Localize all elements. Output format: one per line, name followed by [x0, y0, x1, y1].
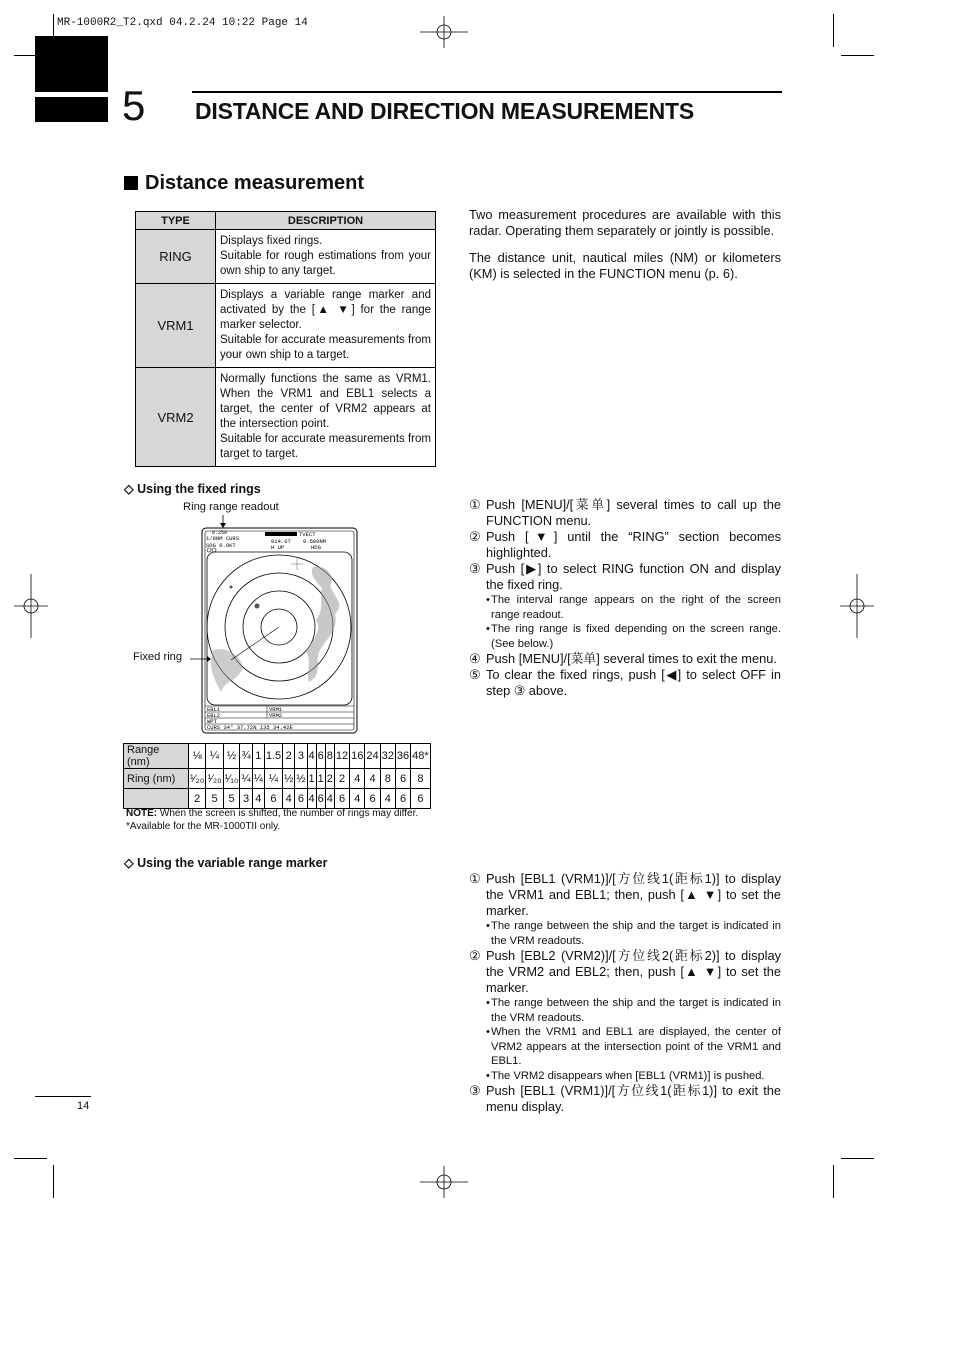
title-rule: [192, 91, 782, 93]
fixed-rings-steps: [469, 497, 781, 699]
step-number: ③: [469, 1083, 481, 1098]
ring-value-cell: 4: [365, 769, 380, 789]
section-title-text: Distance measurement: [145, 172, 364, 194]
ring-value-cell: 2: [325, 769, 334, 789]
range-value-cell: ½: [223, 744, 240, 769]
step-item: [469, 871, 781, 919]
step-text: Push [MENU]/[菜单] several times to call up the FUNCTION menu.: [486, 497, 781, 528]
step-number: ⑤: [469, 667, 481, 682]
bullet-text: The interval range appears on the right of the screen range readout.: [491, 594, 781, 621]
step-text: Push [MENU]/[菜单] several times to exit the menu.: [486, 651, 777, 666]
chapter-number: 5: [122, 82, 146, 129]
column-header: TYPE: [136, 212, 216, 230]
screen-text: EBL1: [207, 706, 221, 713]
ring-value-cell: ¹⁄₁₀: [223, 769, 240, 789]
note-label: NOTE:: [126, 808, 158, 819]
ring-count-cell: 6: [395, 789, 410, 809]
step-number: ①: [469, 871, 481, 886]
ring-count-cell: 6: [316, 789, 325, 809]
ring-count-cell: 6: [264, 789, 282, 809]
square-bullet-icon: [124, 176, 138, 190]
range-value-cell: 4: [307, 744, 316, 769]
callout-ring-range-readout: Ring range readout: [183, 501, 279, 513]
ring-count-cell: 4: [283, 789, 295, 809]
description-line: Displays a variable range marker and activated by the [▲ ▼] for the range marker selector.: [220, 289, 431, 331]
screen-text: 0.500NM: [303, 538, 327, 545]
vrm-steps: [469, 871, 781, 1115]
note-line: [126, 808, 418, 821]
range-value-cell: 16: [350, 744, 365, 769]
range-value-cell: 32: [380, 744, 395, 769]
ring-count-cell: 4: [307, 789, 316, 809]
ring-count-cell: 5: [223, 789, 240, 809]
ring-count-row: [124, 789, 431, 809]
registration-mark-icon: [420, 1166, 468, 1198]
ring-value-cell: ¹⁄₂₀: [206, 769, 223, 789]
callout-fixed-ring: Fixed ring: [133, 651, 183, 663]
description-line: Suitable for accurate measurements from your own ship to a target.: [220, 334, 431, 361]
range-value-cell: 48*: [411, 744, 431, 769]
ring-count-cell: 2: [189, 789, 206, 809]
crop-mark: [53, 1165, 54, 1198]
step-item: [469, 529, 781, 561]
screen-text: 0.250: [212, 530, 228, 536]
ring-value-cell: 1: [316, 769, 325, 789]
radar-screen-illustration: [185, 512, 360, 734]
bullet-text: The ring range is fixed depending on the screen range. (See below.): [491, 623, 781, 650]
registration-mark-icon: [14, 574, 48, 638]
range-value-cell: 8: [325, 744, 334, 769]
row-header: Range (nm): [124, 744, 189, 769]
diamond-icon: ◇: [124, 856, 138, 870]
bullet-text: The range between the ship and the target is indicated in the VRM readouts.: [491, 997, 781, 1024]
step-item: [469, 561, 781, 593]
range-value-cell: 3: [295, 744, 307, 769]
registration-mark-icon: [840, 574, 874, 638]
range-row: [124, 744, 431, 769]
type-cell: VRM2: [136, 368, 216, 467]
crop-mark: [841, 1158, 874, 1159]
step-item: [469, 651, 781, 667]
screen-text: CURS 34° 37.72N 135 34.42E: [207, 724, 293, 731]
description-line: Suitable for accurate measurements from target to target.: [220, 433, 431, 460]
ring-count-cell: 4: [325, 789, 334, 809]
step-text: Push [EBL1 (VRM1)]/[方位线1(距标1)] to display the VRM1 and EBL1; then, push [▲ ▼] to set the marker.: [486, 871, 781, 918]
step-number: ①: [469, 497, 481, 512]
crop-mark: [833, 1165, 834, 1198]
screen-text: VRM2: [269, 712, 283, 719]
subheading-text: Using the variable range marker: [137, 856, 328, 870]
ring-value-cell: 4: [350, 769, 365, 789]
bullet-text: The VRM2 disappears when [EBL1 (VRM1)] is pushed.: [491, 1069, 765, 1082]
screen-text: EBL2: [207, 712, 221, 719]
step-number: ③: [469, 561, 481, 576]
description-line: Normally functions the same as VRM1. When the VRM1 and EBL1 selects a target, the center of VRM2 appears at the intersection point.: [220, 373, 431, 430]
subheading-fixed-rings: [124, 481, 261, 496]
description-line: Suitable for rough estimations from your own ship to any target.: [220, 250, 431, 277]
footnote: *Available for the MR-1000TII only.: [126, 820, 281, 832]
description-cell: [216, 230, 436, 284]
note-text: When the screen is shifted, the number of rings may differ.: [159, 808, 419, 819]
range-value-cell: ¾: [240, 744, 252, 769]
range-value-cell: 12: [334, 744, 349, 769]
screen-text: H UP: [271, 544, 285, 551]
ring-count-cell: 6: [365, 789, 380, 809]
step-text: Push [EBL2 (VRM2)]/[方位线2(距标2)] to display the VRM2 and EBL2; then, push [▲ ▼] to set the marker.: [486, 948, 781, 995]
screen-text: HDG: [311, 544, 321, 551]
crop-mark: [833, 14, 834, 47]
ring-count-cell: 4: [380, 789, 395, 809]
screen-text: VRM1: [269, 706, 283, 713]
intro-paragraph: Two measurement procedures are available with this radar. Operating them separately or jointly is possible.: [469, 207, 781, 238]
ring-value-cell: 8: [380, 769, 395, 789]
screen-text: 014.6T: [271, 538, 291, 545]
description-line: Displays fixed rings.: [220, 235, 323, 247]
chapter-tab: [35, 97, 108, 122]
ring-value-cell: ¼: [252, 769, 264, 789]
ring-count-cell: 4: [252, 789, 264, 809]
bullet-note: • The ring range is fixed depending on the screen range. (See below.): [486, 623, 781, 650]
screen-text: TVECT: [299, 531, 316, 538]
diamond-icon: ◇: [124, 482, 138, 496]
range-value-cell: ⅛: [189, 744, 206, 769]
range-value-cell: 1: [252, 744, 264, 769]
ring-value-cell: 1: [307, 769, 316, 789]
ring-value-cell: 8: [411, 769, 431, 789]
step-text: Push [EBL1 (VRM1)]/[方位线1(距标1)] to exit the menu display.: [486, 1083, 781, 1114]
ring-value-cell: ½: [283, 769, 295, 789]
crop-mark: [841, 55, 874, 56]
type-cell: RING: [136, 230, 216, 284]
table-row: [136, 284, 436, 368]
chapter-title: DISTANCE AND DIRECTION MEASUREMENTS: [195, 98, 695, 124]
bullet-text: When the VRM1 and EBL1 are displayed, the center of VRM2 appears at the intersection point of the VRM1 and EBL1.: [491, 1026, 781, 1067]
page-number: 14: [77, 1100, 90, 1112]
bullet-note: • When the VRM1 and EBL1 are displayed, the center of VRM2 appears at the intersection point of the VRM1 and EBL1.: [486, 1026, 781, 1067]
step-item: [469, 1083, 781, 1115]
column-header: DESCRIPTION: [216, 212, 436, 230]
range-value-cell: 1.5: [264, 744, 282, 769]
ring-value-cell: ½: [295, 769, 307, 789]
screen-text: 1/8NM CURS: [206, 535, 240, 542]
ring-count-cell: 6: [411, 789, 431, 809]
screen-text: WPT: [207, 718, 217, 725]
ring-value-cell: ¼: [264, 769, 282, 789]
ring-count-cell: 5: [206, 789, 223, 809]
step-text: Push [▶] to select RING function ON and display the fixed ring.: [486, 561, 781, 592]
range-value-cell: 6: [316, 744, 325, 769]
table-row: [136, 368, 436, 467]
ring-range-table: [123, 743, 431, 809]
ring-count-cell: 6: [295, 789, 307, 809]
step-text: Push [▼] until the “RING” section becomes highlighted.: [486, 529, 781, 560]
type-cell: VRM1: [136, 284, 216, 368]
footer-rule: [35, 1096, 91, 1097]
description-cell: [216, 368, 436, 467]
file-header: MR-1000R2_T2.qxd 04.2.24 10:22 Page 14: [57, 17, 308, 29]
section-title: [124, 172, 364, 195]
step-item: [469, 667, 781, 699]
range-value-cell: 2: [283, 744, 295, 769]
step-item: [469, 497, 781, 529]
ring-value-cell: ¹⁄₂₀: [189, 769, 206, 789]
chapter-tab: [35, 36, 108, 92]
range-value-cell: 36: [395, 744, 410, 769]
subheading-text: Using the fixed rings: [137, 482, 261, 496]
screen-text: SOG 0.0KT: [206, 542, 236, 549]
row-header: Ring (nm): [124, 769, 189, 789]
bullet-note: • The range between the ship and the target is indicated in the VRM readouts.: [486, 997, 781, 1024]
step-number: ④: [469, 651, 481, 666]
subheading-vrm: [124, 855, 327, 870]
bullet-note: • The VRM2 disappears when [EBL1 (VRM1)] is pushed.: [486, 1069, 765, 1082]
note-block: [126, 808, 418, 833]
intro-paragraph: The distance unit, nautical miles (NM) or kilometers (KM) is selected in the FUNCTION menu (p. 6).: [469, 250, 781, 281]
description-cell: [216, 284, 436, 368]
row-header: [124, 789, 189, 809]
ring-value-cell: 2: [334, 769, 349, 789]
step-number: ②: [469, 529, 481, 544]
table-header-row: [136, 212, 436, 230]
bullet-text: The range between the ship and the target is indicated in the VRM readouts.: [491, 920, 781, 947]
ring-count-cell: 6: [334, 789, 349, 809]
ring-count-cell: 4: [350, 789, 365, 809]
range-value-cell: 24: [365, 744, 380, 769]
measurement-type-table: [135, 211, 436, 467]
ring-count-cell: 3: [240, 789, 252, 809]
step-item: [469, 948, 781, 996]
bullet-note: • The range between the ship and the target is indicated in the VRM readouts.: [486, 920, 781, 947]
bullet-note: • The interval range appears on the right of the screen range readout.: [486, 594, 781, 621]
crop-mark: [14, 1158, 47, 1159]
range-value-cell: ¼: [206, 744, 223, 769]
step-text: To clear the fixed rings, push [◀] to select OFF in step ③ above.: [486, 667, 781, 698]
ring-row: [124, 769, 431, 789]
ring-value-cell: ¼: [240, 769, 252, 789]
registration-mark-icon: [420, 16, 468, 48]
step-number: ②: [469, 948, 481, 963]
table-row: [136, 230, 436, 284]
ring-value-cell: 6: [395, 769, 410, 789]
